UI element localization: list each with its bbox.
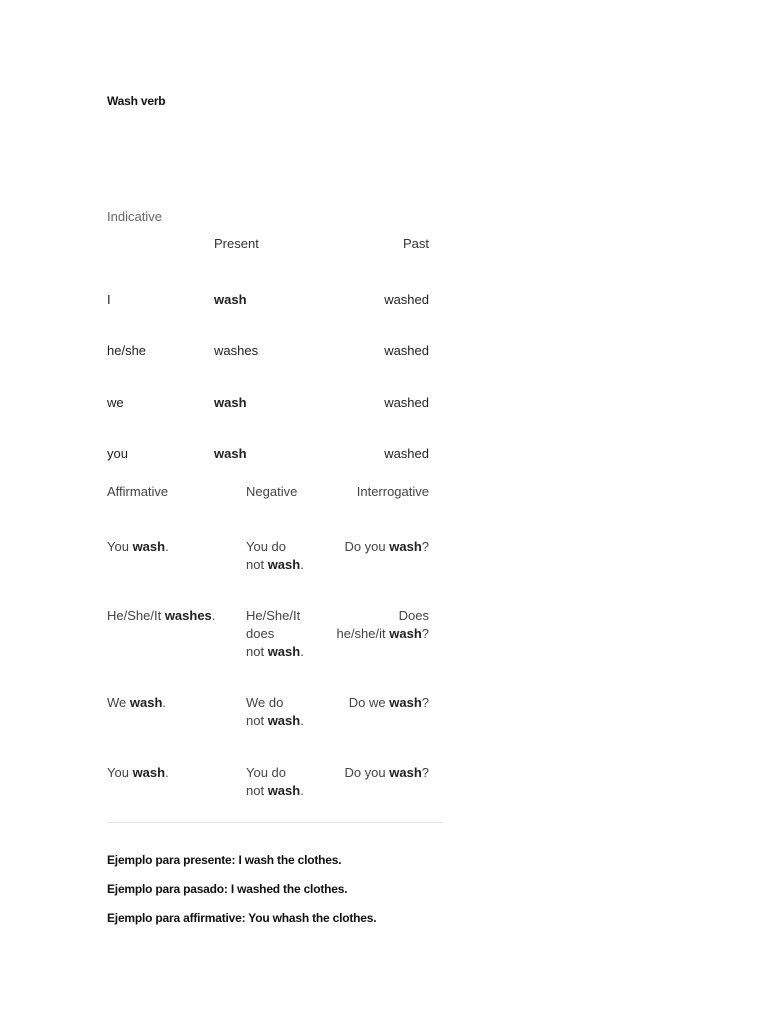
present-cell: wash bbox=[214, 292, 247, 307]
pronoun-cell: he/she bbox=[107, 343, 147, 358]
present-cell: washes bbox=[214, 343, 259, 358]
past-cell: washed bbox=[384, 395, 429, 410]
example-present: Ejemplo para presente: I wash the clothes. bbox=[107, 853, 342, 867]
negative-cell: You do not wash. bbox=[246, 765, 304, 798]
interrogative-cell: Does he/she/it wash? bbox=[336, 608, 429, 641]
affirmative-cell: He/She/It washes. bbox=[107, 608, 216, 623]
header-present: Present bbox=[214, 236, 259, 251]
header-past: Past bbox=[402, 236, 429, 251]
negative-cell: He/She/It does not wash. bbox=[246, 608, 304, 659]
interrogative-cell: Do you wash? bbox=[344, 765, 429, 780]
section-heading: Indicative bbox=[107, 209, 162, 224]
affirmative-cell: We wash. bbox=[107, 695, 167, 710]
affirmative-cell: You wash. bbox=[107, 539, 169, 554]
pronoun-cell: you bbox=[107, 446, 128, 461]
interrogative-cell: Do we wash? bbox=[348, 695, 429, 710]
negative-cell: We do not wash. bbox=[246, 695, 304, 728]
header-negative: Negative bbox=[246, 484, 298, 499]
present-cell: wash bbox=[214, 395, 247, 410]
negative-cell: You do not wash. bbox=[246, 539, 304, 572]
example-past: Ejemplo para pasado: I washed the clothes. bbox=[107, 882, 348, 896]
affirmative-cell: You wash. bbox=[107, 765, 169, 780]
divider bbox=[107, 822, 443, 823]
header-interrogative: Interrogative bbox=[356, 484, 429, 499]
example-affirmative: Ejemplo para affirmative: You whash the clothes. bbox=[107, 911, 377, 925]
past-cell: washed bbox=[384, 292, 429, 307]
page-title: Wash verb bbox=[107, 94, 166, 108]
header-affirmative: Affirmative bbox=[107, 484, 169, 499]
pronoun-cell: we bbox=[107, 395, 124, 410]
pronoun-cell: I bbox=[107, 292, 111, 307]
past-cell: washed bbox=[384, 343, 429, 358]
present-cell: wash bbox=[214, 446, 247, 461]
past-cell: washed bbox=[384, 446, 429, 461]
interrogative-cell: Do you wash? bbox=[344, 539, 429, 554]
